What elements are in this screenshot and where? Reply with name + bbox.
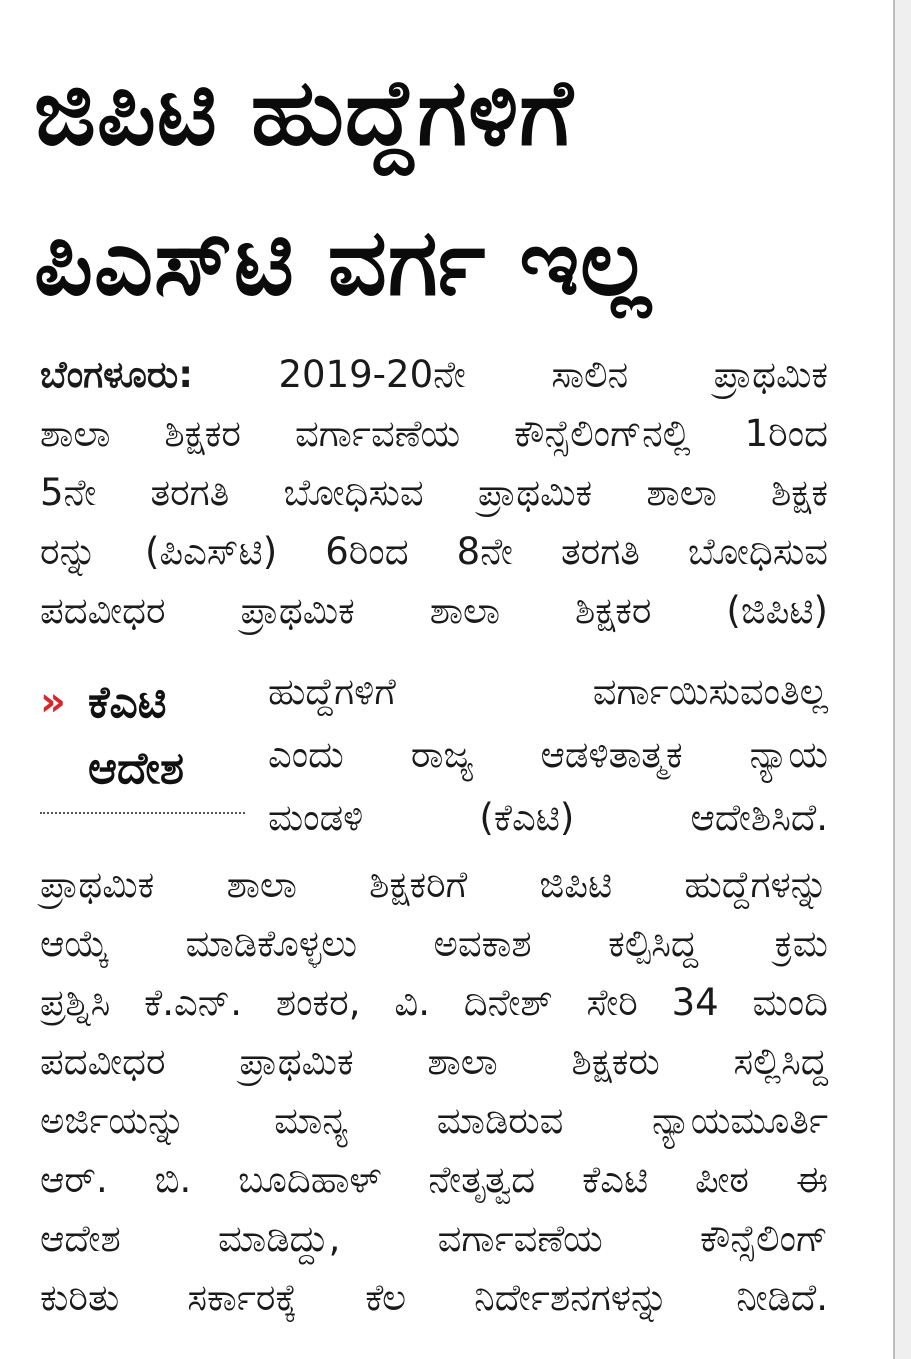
article-paragraph-top <box>40 345 828 640</box>
article-line: ಹುದ್ದೆಗಳಿಗೆ ವರ್ಗಾಯಿಸುವಂತಿಲ್ಲ <box>268 670 828 713</box>
article-line: ಪದವೀಧರ ಪ್ರಾಥಮಿಕ ಶಾಲಾ ಶಿಕ್ಷಕರ (ಜಿಪಿಟಿ) <box>40 589 828 632</box>
article-line: ರನ್ನು (ಪಿಎಸ್‌ಟಿ) 6ರಿಂದ 8ನೇ ತರಗತಿ ಬೋಧಿಸುವ <box>40 530 828 573</box>
article-line: ಆರ್. ಬಿ. ಬೂದಿಹಾಳ್ ನೇತೃತ್ವದ ಕೆಎಟಿ ಪೀಠ ಈ <box>40 1158 828 1201</box>
article-line: ಪ್ರಾಥಮಿಕ ಶಾಲಾ ಶಿಕ್ಷಕರಿಗೆ ಜಿಪಿಟಿ ಹುದ್ದೆಗಳನ್ನು <box>40 863 828 906</box>
article-line: ಪ್ರಶ್ನಿಸಿ ಕೆ.ಎನ್. ಶಂಕರ, ವಿ. ದಿನೇಶ್ ಸೇರಿ 34 ಮಂದಿ <box>40 981 828 1024</box>
headline-line-1: ಜಿಪಿಟಿ ಹುದ್ದೆಗಳಿಗೆ <box>34 59 574 166</box>
article-line: ಕುರಿತು ಸರ್ಕಾರಕ್ಕೆ ಕೆಲ ನಿರ್ದೇಶನಗಳನ್ನು ನೀಡಿದೆ. <box>40 1276 828 1319</box>
article-line: 5ನೇ ತರಗತಿ ಬೋಧಿಸುವ ಪ್ರಾಥಮಿಕ ಶಾಲಾ ಶಿಕ್ಷಕ <box>40 471 828 514</box>
sidebar-title <box>88 670 184 802</box>
sidebar-callout <box>40 670 250 815</box>
headline-line-2: ಪಿಎಸ್‌ಟಿ ವರ್ಗ ಇಲ್ಲ <box>34 209 652 316</box>
sidebar-title-line-1: ಕೆಎಟಿ <box>88 677 167 728</box>
article-line: ಎಂದು ರಾಜ್ಯ ಆಡಳಿತಾತ್ಮಕ ನ್ಯಾಯ <box>268 733 828 776</box>
sidebar-title-line-2: ಆದೇಶ <box>88 743 185 794</box>
article-line: ಶಾಲಾ ಶಿಕ್ಷಕರ ವರ್ಗಾವಣೆಯ ಕೌನ್ಸೆಲಿಂಗ್‌ನಲ್ಲಿ 1ರಿಂದ <box>40 412 828 455</box>
article-line <box>40 345 828 404</box>
article-line: ಅರ್ಜಿಯನ್ನು ಮಾನ್ಯ ಮಾಡಿರುವ ನ್ಯಾಯಮೂರ್ತಿ <box>40 1099 828 1142</box>
article-line: ಆಯ್ಕೆ ಮಾಡಿಕೊಳ್ಳಲು ಅವಕಾಶ ಕಲ್ಪಿಸಿದ್ದ ಕ್ರಮ <box>40 922 828 965</box>
headline <box>34 38 854 338</box>
article-paragraph-bottom <box>40 855 828 1327</box>
article-line: ಆದೇಶ ಮಾಡಿದ್ದು, ವರ್ಗಾವಣೆಯ ಕೌನ್ಸೆಲಿಂಗ್ <box>40 1217 828 1260</box>
dateline: ಬೆಂಗಳೂರು: <box>40 353 193 396</box>
article-line-text: 2019-20ನೇ ಸಾಲಿನ ಪ್ರಾಥಮಿಕ <box>278 353 828 396</box>
double-chevron-icon: » <box>40 679 66 725</box>
page-gutter <box>895 0 911 1359</box>
dotted-divider <box>40 812 245 814</box>
article-paragraph-side <box>268 660 828 849</box>
article-line: ಪದವೀಧರ ಪ್ರಾಥಮಿಕ ಶಾಲಾ ಶಿಕ್ಷಕರು ಸಲ್ಲಿಸಿದ್ದ <box>40 1040 828 1083</box>
article-line: ಮಂಡಳಿ (ಕೆಎಟಿ) ಆದೇಶಿಸಿದೆ. <box>268 796 828 839</box>
